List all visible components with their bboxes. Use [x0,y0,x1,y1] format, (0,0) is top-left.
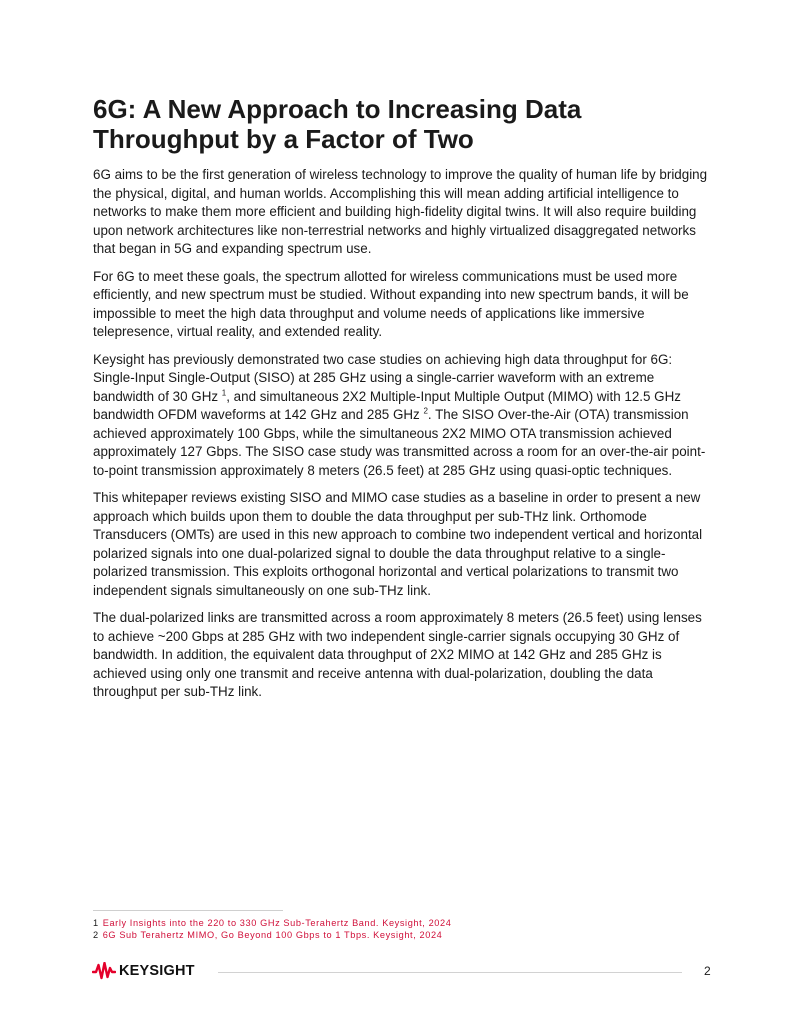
paragraph-case-studies [93,351,713,481]
paragraph-intro: 6G aims to be the first generation of wireless technology to improve the quality of human life by bridging the physical, digital, and human worlds. Accomplishing this will mean adding artificial intelligence to networks to make them more efficient and building high-fidelity digital twins. It will also require building upon network architectures like non-terrestrial networks and highly virtualized disaggregated networks that began in 5G and expanding spectrum use. [93,167,708,256]
footnote-number: 1 [93,918,99,928]
footnote-divider [93,910,283,911]
paragraph-case-studies-text-3: . The SISO Over-the-Air (OTA) transmission achieved approximately 100 Gbps, while the simultaneous 2X2 MIMO OTA transmission achieved approximately 127 Gbps. The SISO case study was transmitted across a room for an over-the-air point-to-point transmission approximately 8 meters (26.5 feet) at 285 GHz using quasi-optic techniques. [93,407,706,478]
footnote-1 [93,917,693,929]
footnote-number: 2 [93,930,99,940]
logo-wordmark: KEYSIGHT [119,963,195,979]
footnote-link[interactable]: 6G Sub Terahertz MIMO, Go Beyond 100 Gbps to 1 Tbps. Keysight, 2024 [102,930,443,940]
page-title: 6G: A New Approach to Increasing Data Throughput by a Factor of Two [93,94,582,154]
footer-divider [218,972,682,973]
paragraph-dual-polarized: The dual-polarized links are transmitted across a room approximately 8 meters (26.5 feet) using lenses to achieve ~200 Gbps at 285 GHz with two independent single-carrier signals occupying 30 GHz of bandwidth. In addition, the equivalent data throughput of 2X2 MIMO at 142 GHz and 285 GHz is achieved using only one transmit and receive antenna with dual-polarization, doubling the data throughput per sub-THz link. [93,610,702,699]
footnote-link[interactable]: Early Insights into the 220 to 330 GHz Sub-Terahertz Band. Keysight, 2024 [102,918,452,928]
footnotes [93,917,693,941]
page-number: 2 [704,964,711,978]
paragraph-case-studies-text-2: , and simultaneous 2X2 Multiple-Input Multiple Output (MIMO) with 12.5 GHz bandwidth OFDM waveforms at 142 GHz and 285 GHz [93,388,681,422]
paragraph-whitepaper: This whitepaper reviews existing SISO and MIMO case studies as a baseline in order to present a new approach which builds upon them to double the data throughput per sub-THz link. Orthomode Transducers (OMTs) are used in this new approach to combine two independent vertical and horizontal polarized signals into one dual-polarized signal to double the data throughput relative to a single-polarized transmission. This exploits orthogonal horizontal and vertical polarizations to transmit two independent signals simultaneously on one sub-THz link. [93,490,703,598]
footnote-2 [93,929,693,941]
paragraph-case-studies-text-1: Keysight has previously demonstrated two case studies on achieving high data throughput for 6G: Single-Input Single-Output (SISO) at 285 GHz using a single-carrier waveform with an extreme bandwidth of 30 GHz [93,351,673,404]
footnote-ref-2[interactable]: 2 [423,406,428,416]
footnote-ref-1[interactable]: 1 [221,388,227,398]
keysight-logo [92,960,195,982]
body-text [93,166,713,711]
paragraph-spectrum: For 6G to meet these goals, the spectrum allotted for wireless communications must be used more efficiently, and new spectrum must be studied. Without expanding into new spectrum bands, it will be impossible to meet the high data throughput and volume needs of applications like immersive telepresence, virtual reality, and extended reality. [93,268,689,339]
keysight-wave-icon [92,962,116,980]
